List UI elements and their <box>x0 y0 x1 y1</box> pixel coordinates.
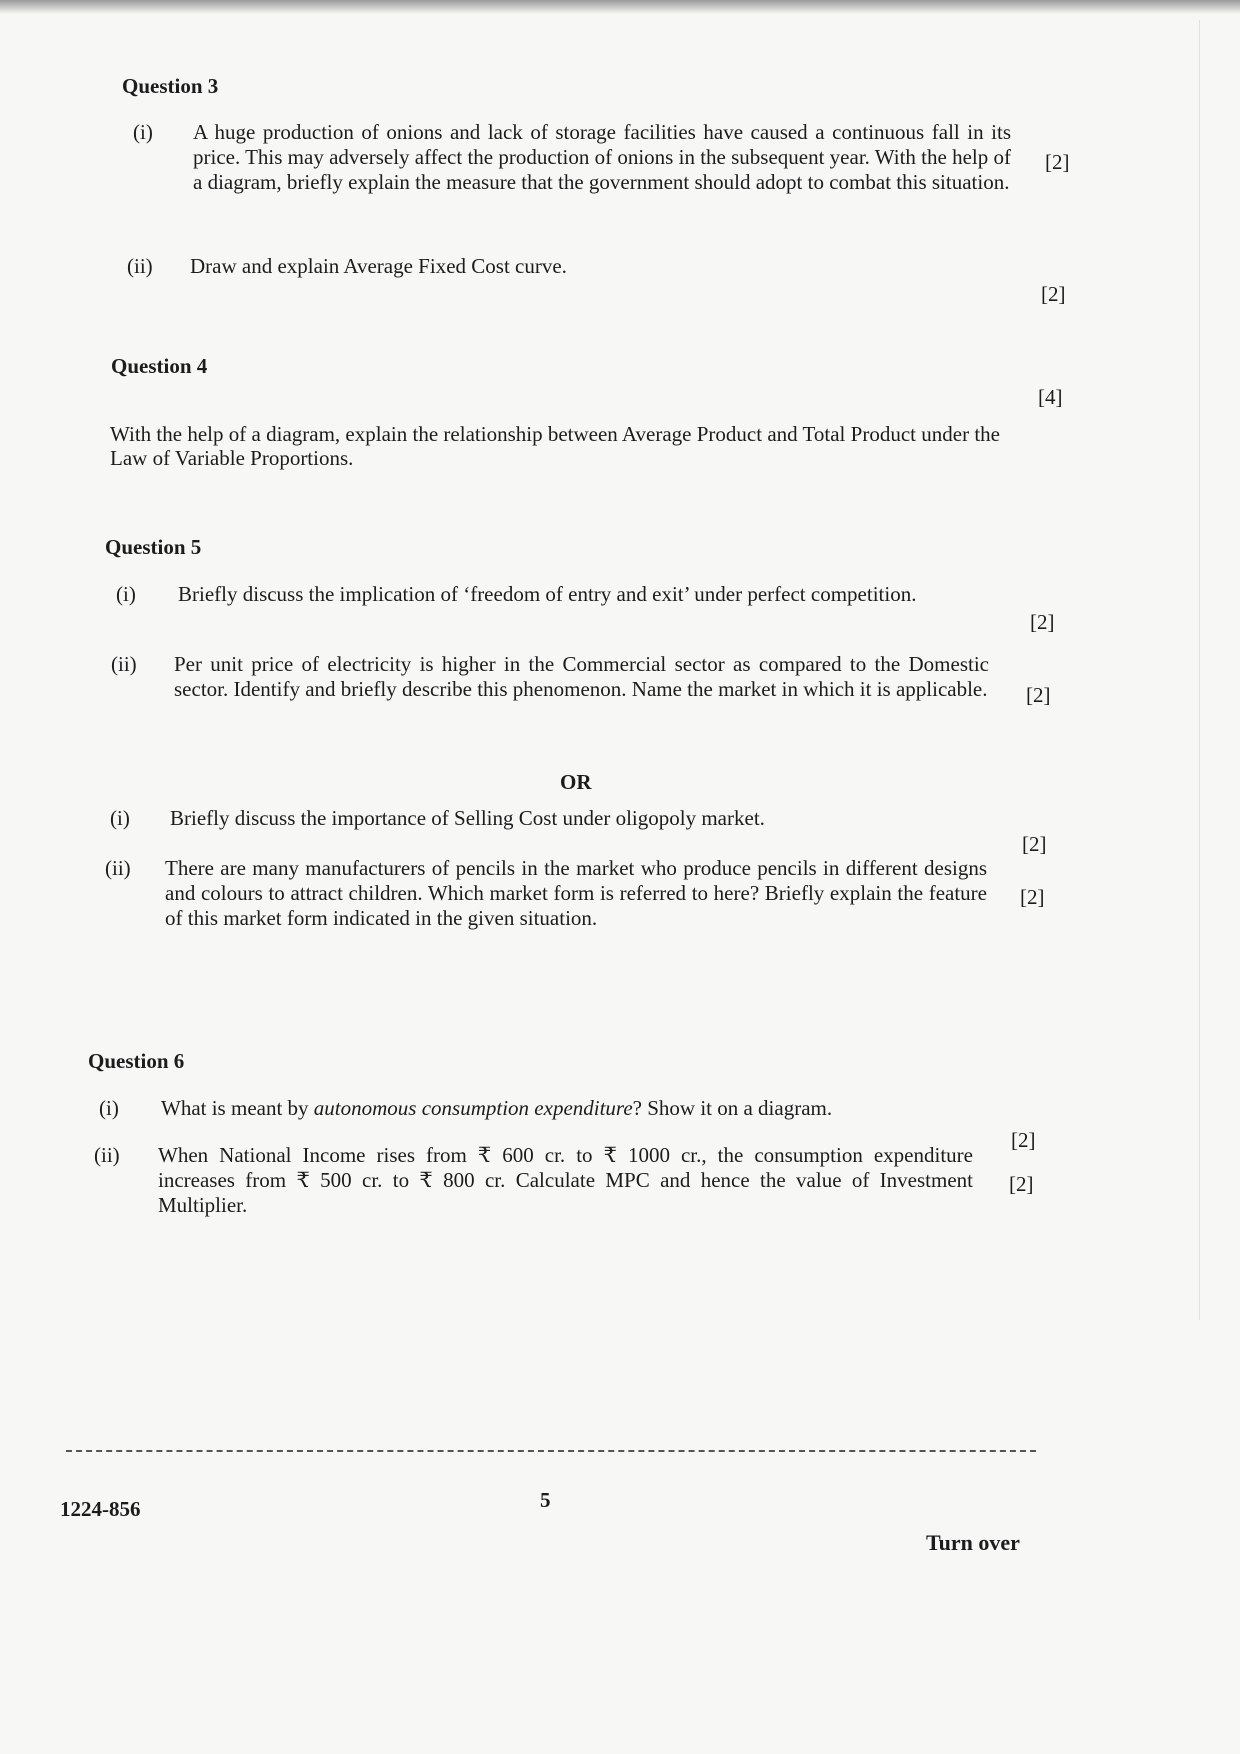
part-number: (ii) <box>105 856 131 880</box>
part-number: (i) <box>99 1096 119 1120</box>
question-4-heading: Question 4 <box>111 354 208 378</box>
marks-badge: [2] <box>1011 1128 1036 1152</box>
part-number: (ii) <box>127 254 153 278</box>
marks-badge: [2] <box>1009 1172 1034 1196</box>
marks-badge: [2] <box>1022 832 1047 856</box>
page-number: 5 <box>540 1488 551 1512</box>
or-separator: OR <box>560 770 592 794</box>
part-text: When National Income rises from ₹ 600 cr. to ₹ 1000 cr., the consumption expenditure increases from ₹ 500 cr. to ₹ 800 cr. Calculate MPC and hence the value of Investment Multiplier. <box>158 1143 973 1217</box>
part-number: (i) <box>133 120 153 144</box>
paper-code: 1224-856 <box>60 1497 141 1521</box>
scan-edge-line <box>1199 20 1200 1320</box>
part-text: Draw and explain Average Fixed Cost curve. <box>190 254 567 278</box>
marks-badge: [2] <box>1026 683 1051 707</box>
part-number: (ii) <box>111 652 137 676</box>
part-number: (ii) <box>94 1143 120 1167</box>
marks-badge: [2] <box>1030 610 1055 634</box>
question-4-text: With the help of a diagram, explain the relationship between Average Product and Total Product under the Law of Variable Proportions. <box>110 422 1000 470</box>
question-5-heading: Question 5 <box>105 535 202 559</box>
part-text: Briefly discuss the implication of ‘freedom of entry and exit’ under perfect competition. <box>178 582 917 606</box>
part-text: Briefly discuss the importance of Selling Cost under oligopoly market. <box>170 806 765 830</box>
question-3-heading: Question 3 <box>122 74 219 98</box>
scan-edge-shadow <box>0 0 1240 14</box>
part-text-emphasis: autonomous consumption expenditure <box>313 1096 633 1120</box>
part-text <box>161 1096 981 1121</box>
question-6-heading: Question 6 <box>88 1049 185 1073</box>
marks-badge: [4] <box>1038 385 1063 409</box>
part-text-end: ? Show it on a diagram. <box>632 1096 833 1120</box>
part-text: There are many manufacturers of pencils in the market who produce pencils in different designs and colours to attract children. Which market form is referred to here? Briefly explain the feature of this market form indicated in the given situation. <box>165 856 987 930</box>
part-text: Per unit price of electricity is higher in the Commercial sector as compared to the Domestic sector. Identify and briefly describe this phenomenon. Name the market in which it is applicable. <box>174 652 989 701</box>
part-text-start: What is meant by <box>161 1096 314 1120</box>
marks-badge: [2] <box>1020 885 1045 909</box>
marks-badge: [2] <box>1041 282 1066 306</box>
part-number: (i) <box>116 582 136 606</box>
turn-over-label: Turn over <box>926 1530 1020 1555</box>
footer-divider <box>66 1450 1036 1452</box>
part-number: (i) <box>110 806 130 830</box>
part-text: A huge production of onions and lack of storage facilities have caused a continuous fall in its price. This may adversely affect the production of onions in the subsequent year. With the help of a diagram, briefly explain the measure that the government should adopt to combat this situation. <box>193 120 1011 194</box>
marks-badge: [2] <box>1045 150 1070 174</box>
